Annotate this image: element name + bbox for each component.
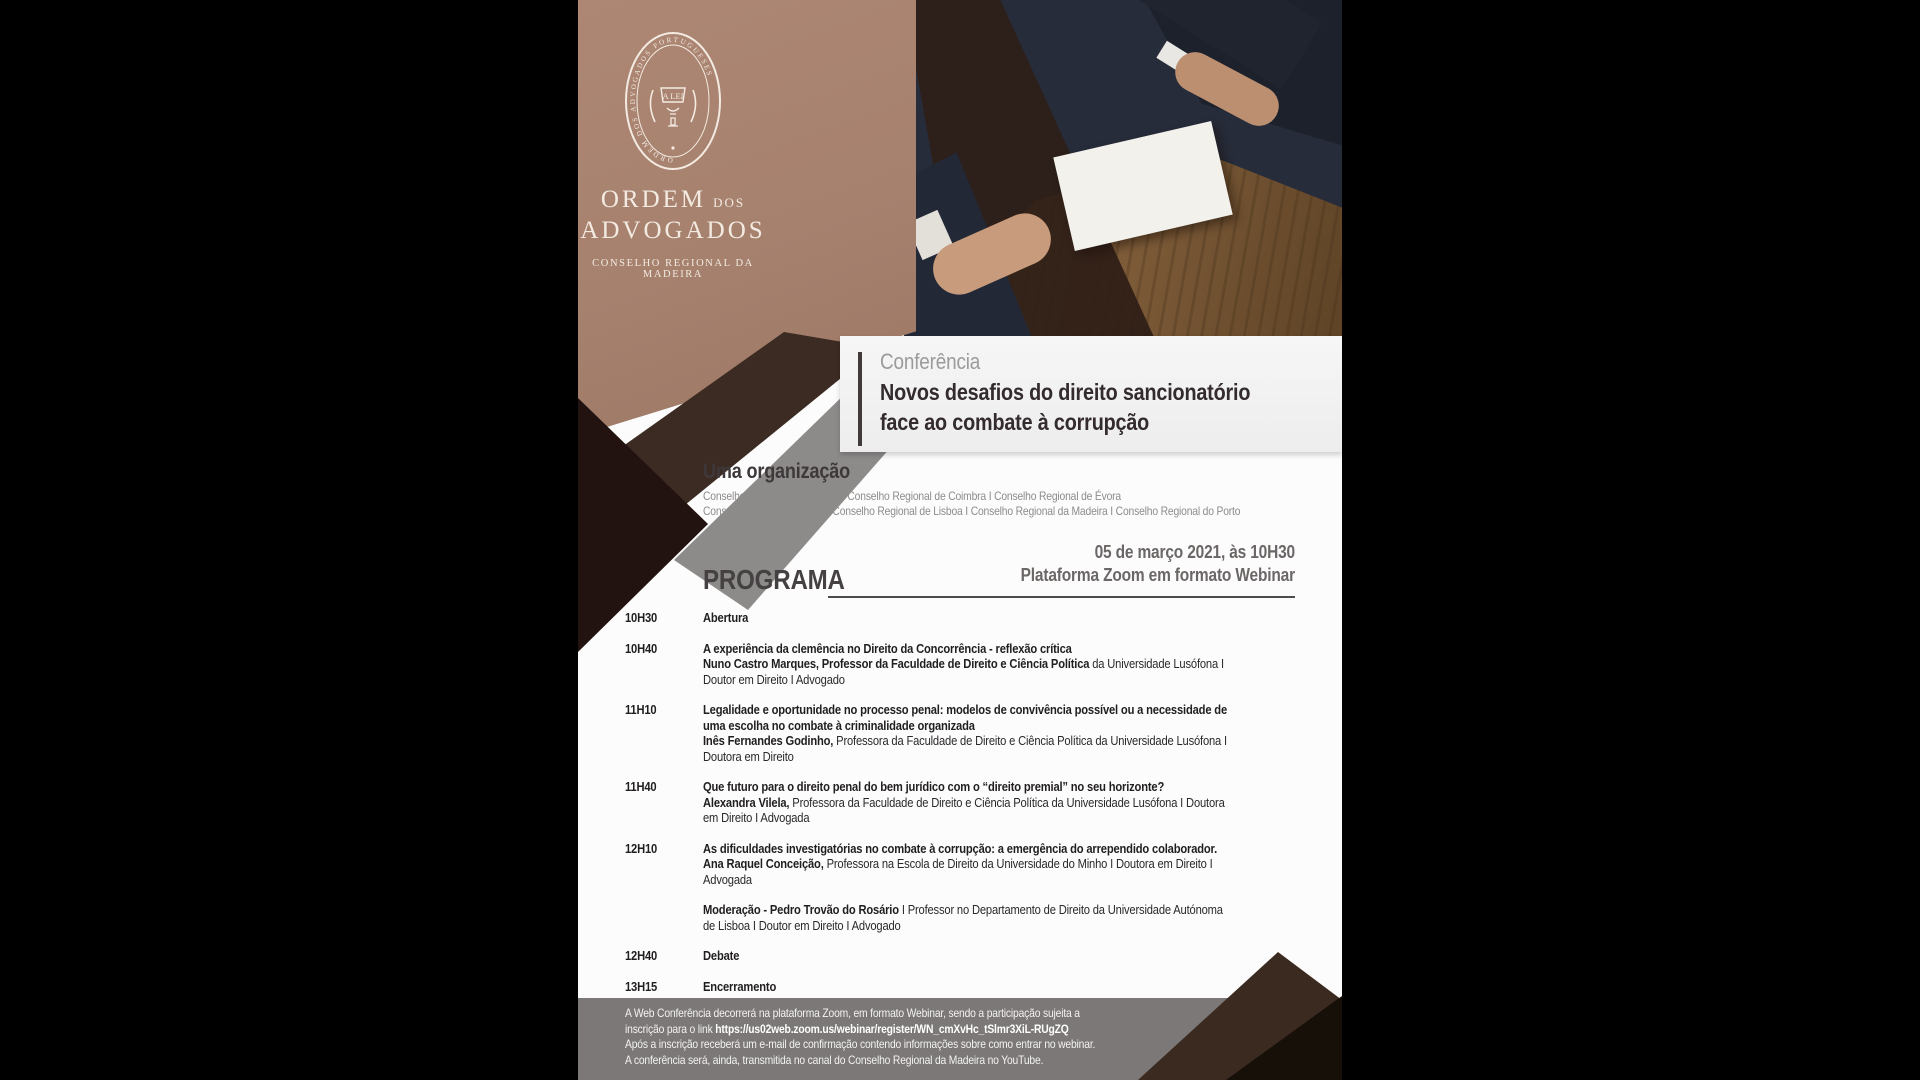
bold-text-run: Moderação - Pedro Trovão do Rosário <box>703 902 899 917</box>
text-run: inscrição para o link <box>625 1021 716 1036</box>
footer-line <box>625 1037 1172 1053</box>
schedule-item <box>625 779 1297 826</box>
bold-text-run: Que futuro para o direito penal do bem jurídico com o “direito premial” no seu horizonte? <box>703 779 1165 794</box>
event-title <box>880 377 1311 437</box>
footer-line <box>625 1022 1172 1038</box>
schedule-line <box>703 856 1301 872</box>
schedule-line <box>703 872 1301 888</box>
schedule-line <box>703 749 1312 765</box>
schedule-time: 12H10 <box>625 840 658 856</box>
text-run: de Lisboa I Doutor em Direito I Advogado <box>703 917 901 933</box>
bold-text-run: Inês Fernandes Godinho, <box>703 733 834 748</box>
footer-info <box>625 1006 1172 1068</box>
schedule-line <box>703 733 1312 749</box>
bold-text-run: Abertura <box>703 610 749 625</box>
schedule-line <box>703 979 1297 995</box>
schedule-time: 12H40 <box>625 948 658 963</box>
bold-text-run: As dificuldades investigatórias no combate à corrupção: a emergência do arrependido colaborador. <box>703 840 1218 856</box>
bold-text-run: Debate <box>703 948 740 963</box>
schedule-time <box>625 902 703 933</box>
organizers-line1: Conselho Regional dos Açores I Conselho Regional de Coimbra I Conselho Regional de Évora <box>703 489 1122 503</box>
schedule-text <box>703 841 1301 888</box>
footer-line <box>625 1006 1172 1022</box>
schedule-item <box>625 610 1297 626</box>
schedule-item <box>625 702 1297 764</box>
schedule-text <box>703 948 1297 964</box>
schedule-line <box>703 810 1310 826</box>
event-type-label: Conferência <box>880 349 981 374</box>
program-heading-rule <box>828 596 1295 598</box>
schedule-time: 10H40 <box>625 640 658 656</box>
title-accent-bar <box>858 352 862 446</box>
text-run: A Web Conferência decorrerá na plataforma Zoom, em formato Webinar, sendo a participação sujeita a <box>625 1006 1080 1020</box>
bold-text-run: Legalidade e oportunidade no processo penal: modelos de convivência possível ou a necessidade de <box>703 702 1228 717</box>
text-run: I Professor no Departamento de Direito da Universidade Autónoma <box>898 902 1223 917</box>
event-title-line1: Novos desafios do direito sancionatório <box>880 379 1251 405</box>
schedule-text <box>703 610 1297 626</box>
schedule-item <box>625 841 1297 888</box>
event-date: 05 de março 2021, às 10H30 <box>1094 542 1295 562</box>
schedule-text <box>703 779 1310 826</box>
text-run: Doutora em Direito <box>703 748 794 764</box>
ordem-advogados-logo <box>578 30 768 280</box>
text-run: da Universidade Lusófona I <box>1089 656 1224 671</box>
event-platform: Plataforma Zoom em formato Webinar <box>1020 565 1295 585</box>
bar-association-seal-icon <box>623 30 723 172</box>
text-run: Professora da Faculdade de Direito e Ciência Política da Universidade Lusófona I Doutora <box>789 794 1225 810</box>
bold-text-run: uma escolha no combate à criminalidade organizada <box>703 717 975 733</box>
schedule-time: 10H30 <box>625 610 658 625</box>
text-run: Advogada <box>703 871 752 887</box>
schedule-line <box>703 918 1307 934</box>
schedule-text <box>703 702 1312 764</box>
text-run: A conferência será, ainda, transmitida no canal do Conselho Regional da Madeira no YouTube. <box>625 1052 1044 1067</box>
text-run: Professora na Escola de Direito da Universidade do Minho I Doutora em Direito I <box>823 856 1213 871</box>
schedule-line <box>703 841 1301 857</box>
schedule-item <box>625 979 1297 995</box>
bribe-handoff-photo <box>904 0 1342 346</box>
schedule-item <box>625 641 1297 688</box>
organizers-list <box>703 489 1328 519</box>
schedule-time: 11H10 <box>625 702 657 717</box>
schedule-line <box>703 702 1312 718</box>
schedule-item <box>625 948 1297 964</box>
schedule-line <box>703 779 1310 795</box>
schedule-text <box>703 902 1307 933</box>
logo-ordem: ORDEM <box>600 186 707 213</box>
schedule-line <box>703 610 1297 626</box>
logo-dos: DOS <box>713 195 746 210</box>
text-run: Após a inscrição receberá um e-mail de confirmação contendo informações sobre como entrar no webinar. <box>625 1037 1096 1051</box>
text-run: Professora da Faculdade de Direito e Ciência Política da Universidade Lusófona I <box>833 733 1227 748</box>
schedule-time: 11H40 <box>625 779 657 794</box>
schedule-text <box>703 641 1309 688</box>
text-run: Doutor em Direito I Advogado <box>703 671 845 687</box>
schedule-line <box>703 641 1309 657</box>
schedule-line <box>703 948 1297 964</box>
registration-link[interactable]: https://us02web.zoom.us/webinar/register/WN_cmXvHc_tSlmr3XiL-RUgZQ <box>715 1021 1069 1036</box>
organizers-heading: Uma organização <box>703 460 850 483</box>
footer-line <box>625 1053 1172 1069</box>
schedule-text <box>703 979 1297 995</box>
program-heading: PROGRAMA <box>703 564 845 595</box>
conference-poster <box>578 0 1342 1080</box>
schedule-line <box>703 795 1310 811</box>
program-schedule <box>625 610 1297 1009</box>
seal-center-text: A LEI <box>662 91 684 101</box>
schedule-line <box>703 656 1309 672</box>
schedule-line <box>703 718 1312 734</box>
schedule-line <box>703 902 1307 918</box>
event-datetime <box>976 541 1295 587</box>
schedule-time: 13H15 <box>625 978 658 994</box>
regional-council-label: CONSELHO REGIONAL DA MADEIRA <box>592 258 754 280</box>
bold-text-run: A experiência da clemência no Direito da Concorrência - reflexão crítica <box>703 640 1072 656</box>
schedule-line <box>703 672 1309 688</box>
event-title-line2: face ao combate à corrupção <box>880 409 1150 435</box>
bold-text-run: Alexandra Vilela, <box>703 794 790 810</box>
seal-ring-text: ORDEM DOS ADVOGADOS PORTUGUESES <box>628 35 714 165</box>
bold-text-run: Ana Raquel Conceição, <box>703 856 824 871</box>
text-run: em Direito I Advogada <box>703 810 810 825</box>
logo-advogados: ADVOGADOS <box>580 217 766 244</box>
organizers-line2: Conselho Regional de Faro I Conselho Regional de Lisboa I Conselho Regional da Madeira I Conselho Regional do Porto <box>703 504 1241 518</box>
logo-wordmark <box>578 186 768 248</box>
schedule-item <box>625 902 1297 933</box>
bold-text-run: Encerramento <box>703 978 777 994</box>
bold-text-run: Nuno Castro Marques, Professor da Faculdade de Direito e Ciência Política <box>703 656 1090 671</box>
